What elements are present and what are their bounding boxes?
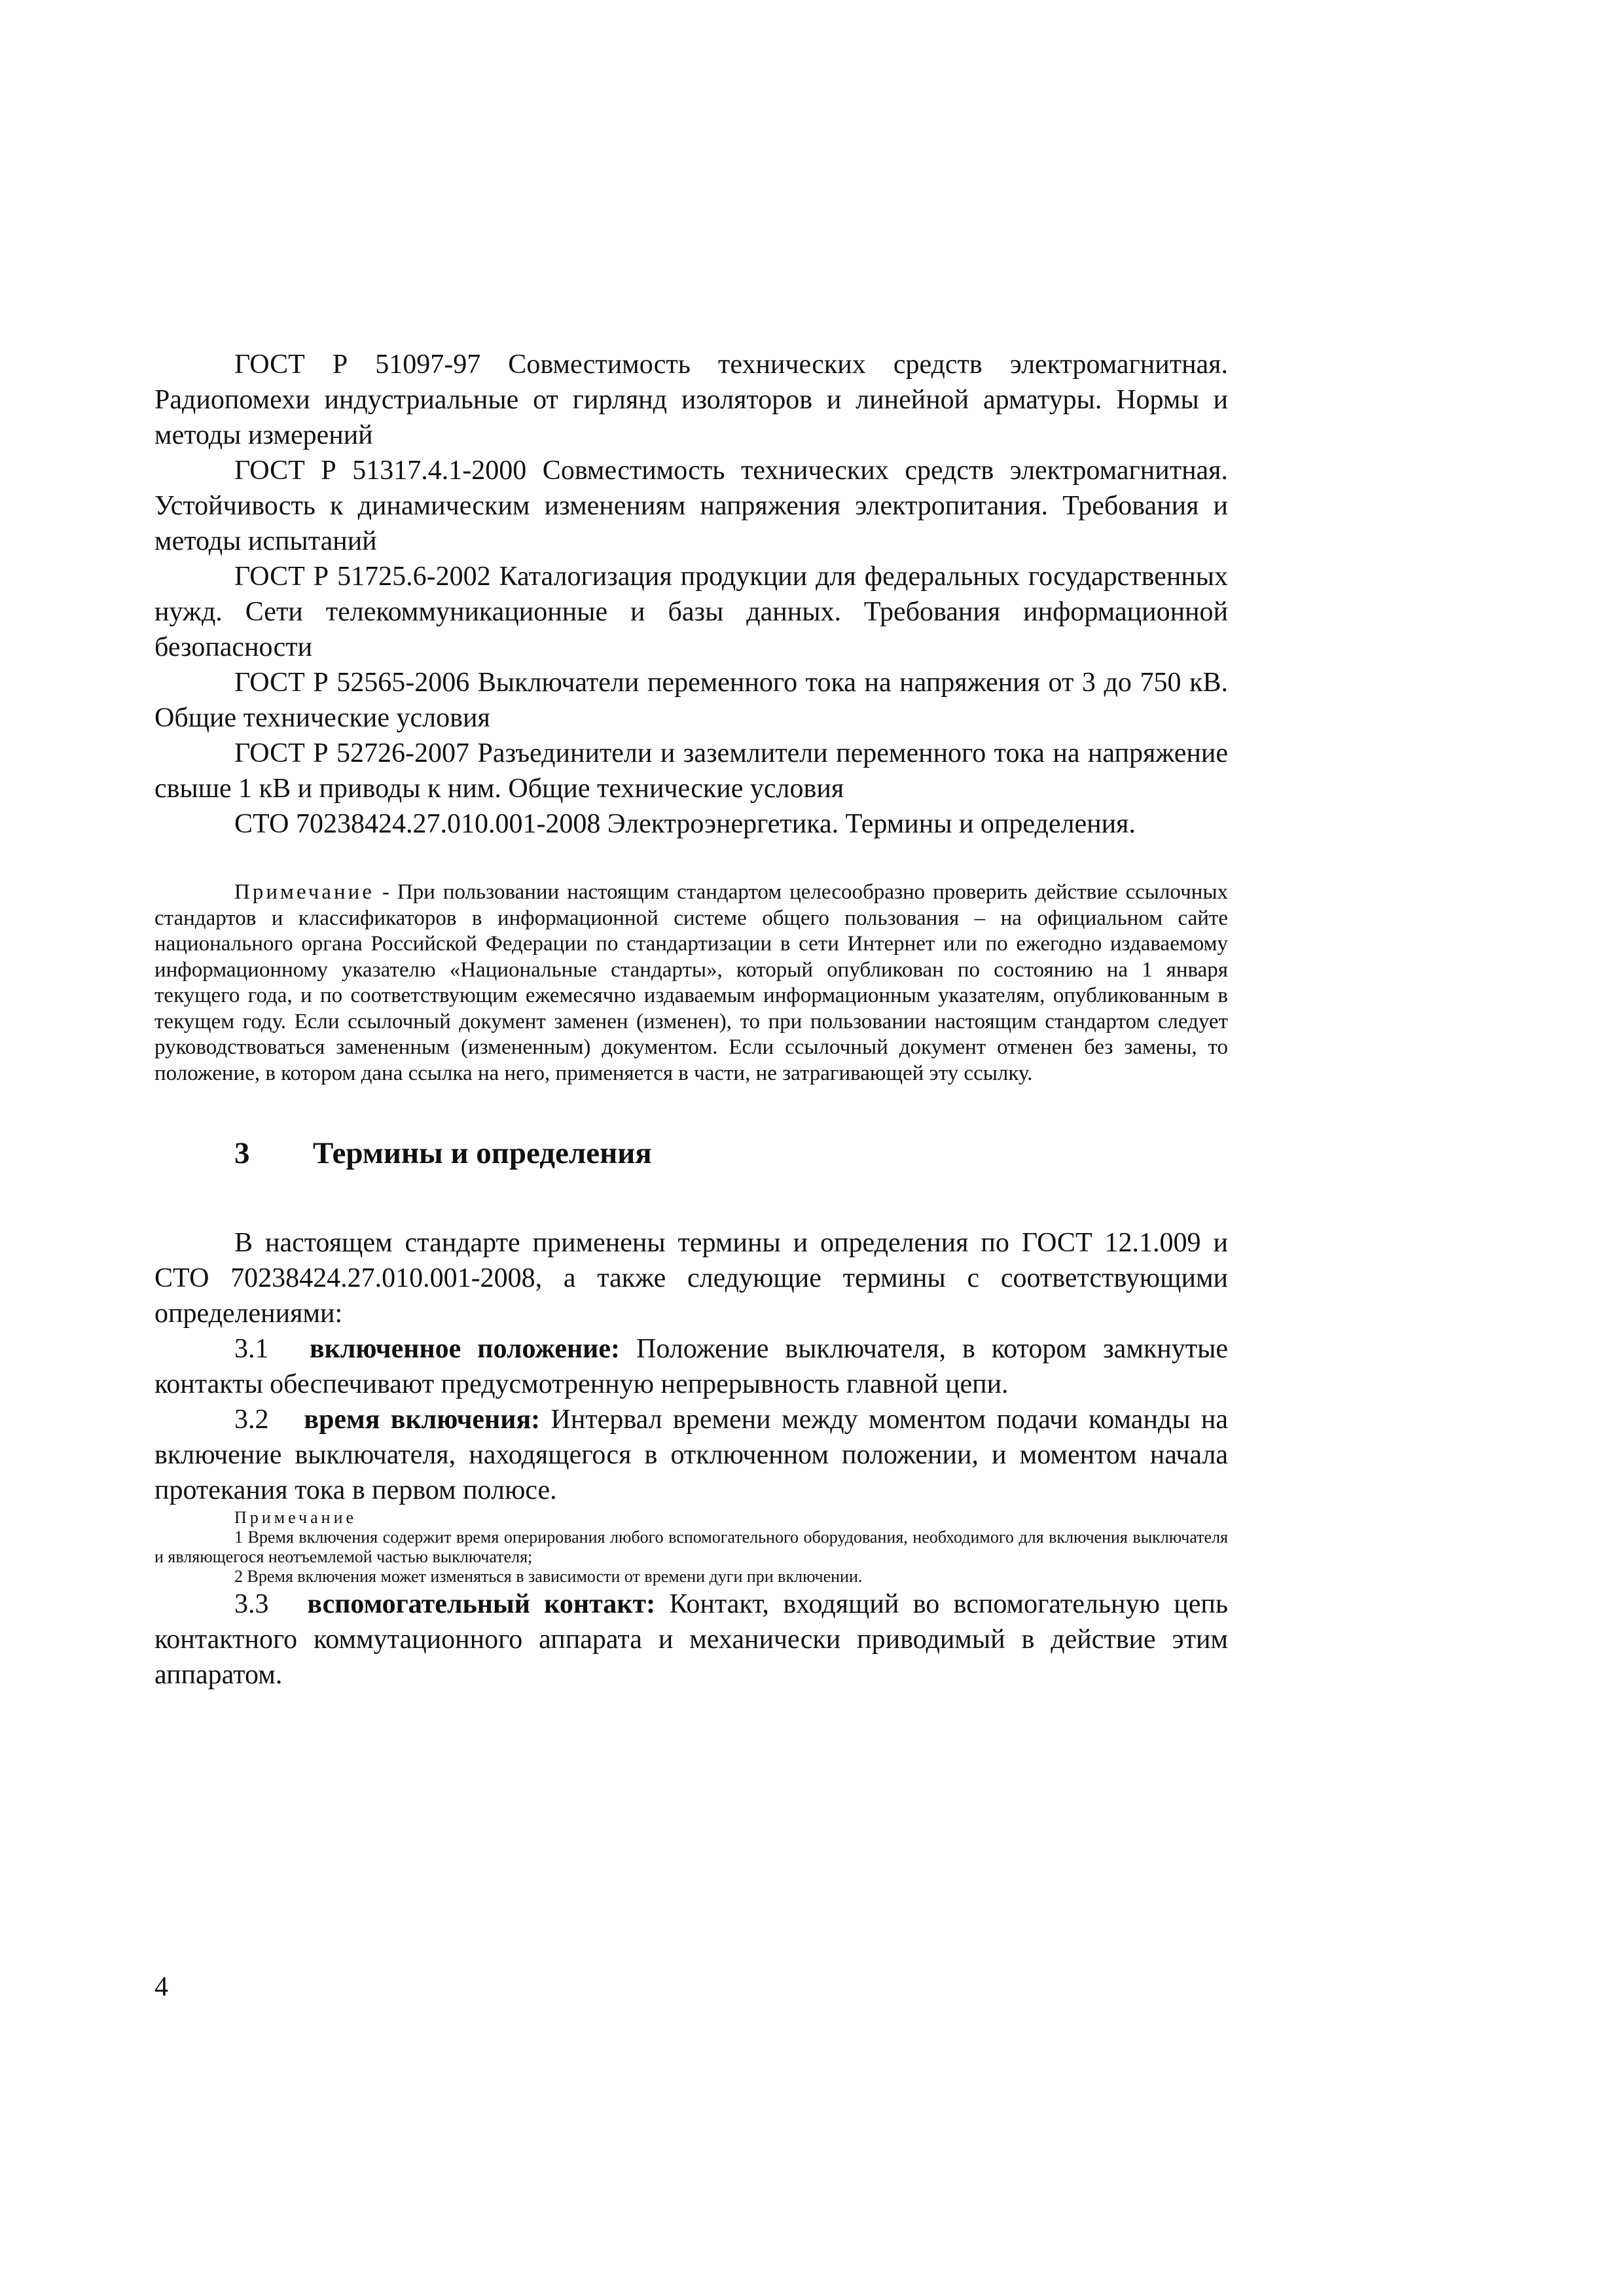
section-number: 3 bbox=[234, 1136, 250, 1170]
references-note bbox=[154, 880, 1228, 1086]
reference-item: ГОСТ Р 51097-97 Совместимость технических средств электромагнитная. Радиопомехи индустриальные от гирлянд изоляторов и линейной арматуры. Нормы и методы измерений bbox=[154, 350, 1228, 450]
page-number: 4 bbox=[154, 1972, 168, 2002]
term-name: включенное положение: bbox=[309, 1334, 621, 1364]
term-entry bbox=[154, 1402, 1228, 1508]
section-title: Термины и определения bbox=[313, 1136, 652, 1170]
term-definition: Положение выключателя, в котором замкнутые контакты обеспечивают предусмотренную непрерывность главной цепи. bbox=[154, 1334, 1228, 1399]
reference-item: ГОСТ Р 52726-2007 Разъединители и заземлители переменного тока на напряжение свыше 1 кВ и приводы к ним. Общие технические условия bbox=[154, 738, 1228, 804]
term-name: время включения: bbox=[304, 1405, 541, 1435]
term-note-item: 2 Время включения может изменяться в зависимости от времени дуги при включении. bbox=[234, 1567, 863, 1586]
note-text: - При пользовании настоящим стандартом целесообразно проверить действие ссылочных стандартов и классификаторов в информационной системе общего пользования – на официальном сайте национального органа Российской Федерации по стандартизации в сети Интернет или по ежегодно издаваемому информационному указателю «Национальные стандарты», который опубликован по состоянию на 1 января текущего года, и по соответствующим ежемесячно издаваемым информационным указателям, опубликованным в текущем году. Если ссылочный документ заменен (изменен), то при пользовании настоящим стандартом следует руководствоваться замененным (измененным) документом. Если ссылочный документ отменен без замены, то положение, в котором дана ссылка на него, применяется в части, не затрагивающей эту ссылку. bbox=[154, 880, 1228, 1085]
term-name: вспомогательный контакт: bbox=[307, 1589, 656, 1619]
normative-references-list bbox=[154, 347, 1228, 842]
term-entry bbox=[154, 1331, 1228, 1402]
term-number: 3.2 bbox=[234, 1405, 269, 1435]
term-number: 3.1 bbox=[234, 1334, 269, 1364]
term-note-item: 1 Время включения содержит время оперирования любого вспомогательного оборудования, необходимого для включения выключателя и являющегося неотъемлемой частью выключателя; bbox=[154, 1528, 1228, 1566]
section-intro: В настоящем стандарте применены термины и определения по ГОСТ 12.1.009 и СТО 70238424.27.010.001-2008, а также следующие термины с соответствующими определениями: bbox=[154, 1228, 1228, 1329]
term-definition: Интервал времени между моментом подачи команды на включение выключателя, находящегося в отключенном положении, и моментом начала протекания тока в первом полюсе. bbox=[154, 1405, 1229, 1505]
reference-item: СТО 70238424.27.010.001-2008 Электроэнергетика. Термины и определения. bbox=[234, 809, 1136, 839]
note-label: Примечание bbox=[234, 880, 374, 904]
reference-item: ГОСТ Р 52565-2006 Выключатели переменного тока на напряжения от 3 до 750 кВ. Общие технические условия bbox=[154, 668, 1228, 733]
section-heading bbox=[154, 1134, 1228, 1173]
term-entry bbox=[154, 1587, 1228, 1693]
term-number: 3.3 bbox=[234, 1589, 269, 1619]
page-content bbox=[154, 347, 1228, 1693]
term-note-label: Примечание bbox=[234, 1508, 357, 1527]
term-definition: Контакт, входящий во вспомогательную цепь контактного коммутационного аппарата и механически приводимый в действие этим аппаратом. bbox=[154, 1589, 1228, 1690]
reference-item: ГОСТ Р 51725.6-2002 Каталогизация продукции для федеральных государственных нужд. Сети телекоммуникационные и базы данных. Требования информационной безопасности bbox=[154, 562, 1228, 662]
reference-item: ГОСТ Р 51317.4.1-2000 Совместимость технических средств электромагнитная. Устойчивость к динамическим изменениям напряжения электропитания. Требования и методы испытаний bbox=[154, 456, 1228, 556]
terms-and-definitions bbox=[154, 1225, 1228, 1693]
